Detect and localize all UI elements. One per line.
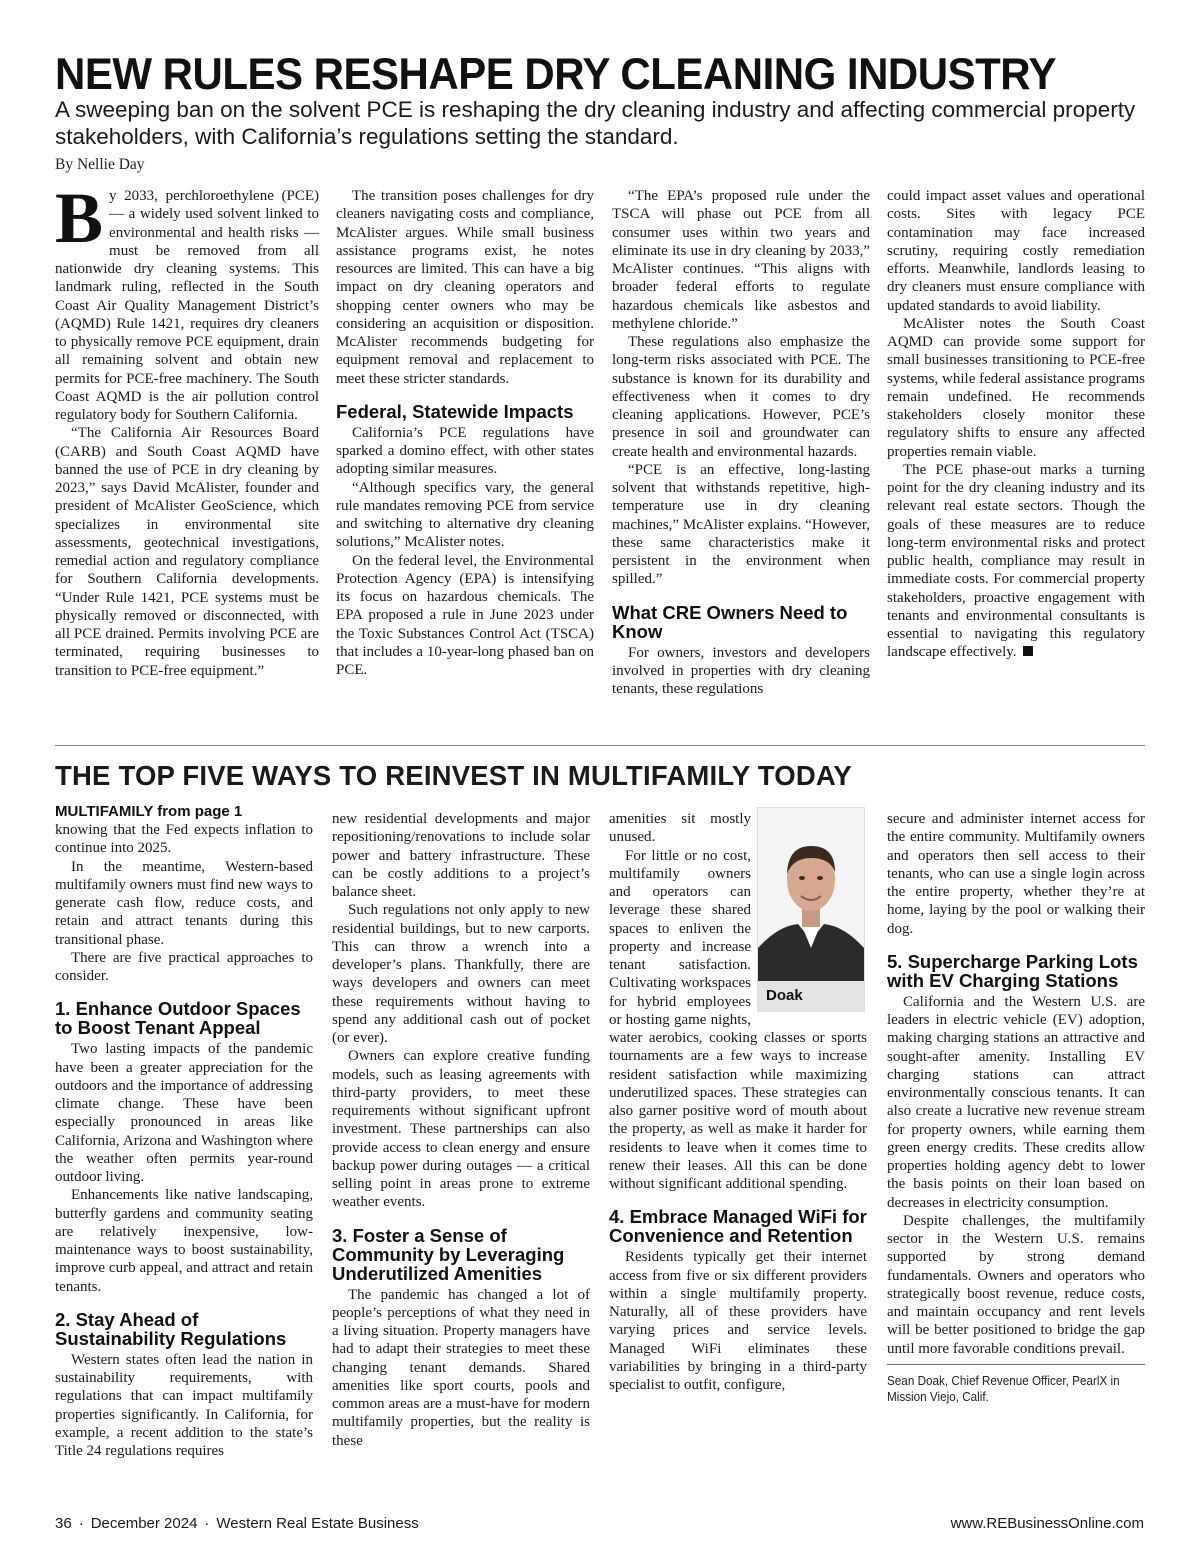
body-paragraph: Two lasting impacts of the pandemic have been a greater appreciation for the outdoors and the importance of addressing climate change. These have been especially pronounced in areas like California, Arizona and Washington where the weather often permits year-round outdoor living.	[55, 1041, 313, 1185]
section-divider	[55, 745, 1145, 746]
body-paragraph: secure and administer internet access for the entire community. Multifamily owners and operators then sell access to their tenants, who can use a single login across the entire property, whether they’re at home, laying by the pool or walking their dog.	[887, 811, 1145, 937]
subhead-ev-charging: 5. Supercharge Parking Lots with EV Charging Stations	[887, 950, 1138, 991]
body-paragraph: Enhancements like native landscaping, butterfly gardens and community seating are relatively inexpensive, low-maintenance ways to boost sustainability, improve curb appeal, and attract and retain tenants.	[55, 1187, 313, 1295]
body-paragraph: amenities sit mostly unused.	[609, 811, 751, 846]
body-paragraph: Owners can explore creative funding models, such as leasing agreements with third-party providers, to meet these requirements without significant upfront investment. These partnerships can also provide access to clean energy and ensure backup power during outages — a critical selling point in areas prone to extreme weather events.	[332, 1048, 590, 1211]
drop-cap: B	[55, 178, 104, 258]
body-paragraph: knowing that the Fed expects inflation to continue into 2025.	[55, 822, 313, 857]
body-paragraph: “The EPA’s proposed rule under the TSCA will phase out PCE from all consumer uses within two years and eliminate its use in dry cleaning by 2033,” McAlister continues. “This aligns with broader federal efforts to regulate hazardous chemicals like asbestos and methylene chloride.”	[612, 188, 870, 332]
article1-column-2	[336, 187, 594, 679]
page-footer-left	[55, 1515, 419, 1532]
article-headline: NEW RULES RESHAPE DRY CLEANING INDUSTRY	[55, 48, 1057, 99]
article1-column-3	[612, 187, 870, 698]
body-paragraph: California and the Western U.S. are leaders in electric vehicle (EV) adoption, making charging stations an attractive and sought-after amenity. Installing EV charging stations can attract environmentally conscious tenants. It can also create a lucrative new revenue stream for property owners, while earning them green energy credits. These credits allow properties holding agency debt to lower the basis points on their loan based on decreases in electricity consumption.	[887, 993, 1145, 1211]
body-paragraph: These regulations also emphasize the long-term risks associated with PCE. The substance is known for its durability and effectiveness when it comes to dry cleaning applications. However, PCE’s presence in soil and groundwater can create health and environmental hazards.	[612, 334, 870, 460]
subhead-managed-wifi: 4. Embrace Managed WiFi for Convenience and Retention	[609, 1206, 867, 1247]
body-paragraph: “The California Air Resources Board (CARB) and South Coast AQMD have banned the use of PCE in dry cleaning by 2023,” says David McAlister, founder and president of McAlister GeoScience, which specializes in environmental site assessments, geotechnical investigations, remedial action and regulatory compliance for Southern California developments. “Under Rule 1421, PCE systems must be physically removed or disconnected, with all PCE drained. Permits involving PCE are terminated, requiring businesses to transition to PCE-free equipment.”	[55, 425, 319, 679]
author-photo	[757, 807, 865, 1012]
bio-divider	[887, 1364, 1145, 1365]
end-mark-icon	[1023, 646, 1033, 656]
body-paragraph: For little or no cost, multifamily owners and operators can leverage these shared spaces to enliven the property and increase tenant satisfaction. Cultivating workspaces for hybrid employees or hosting game nights, water aerobics, cooking classes or sports tournaments are a few ways to increase resident satisfaction while maximizing underutilized spaces. These strategies can also garner positive word of mouth about the property, as well as make it harder for residents to leave when it comes time to renew their leases. All this can be done without significant additional spending.	[609, 847, 867, 1192]
author-bio: Sean Doak, Chief Revenue Officer, PearlX in Mission Viejo, Calif.	[887, 1372, 1120, 1405]
body-paragraph: McAlister notes the South Coast AQMD can provide some support for small businesses transitioning to PCE-free systems, while federal assistance programs remain undefined. He recommends stakeholders closely monitor these regulatory shifts to ensure any affected properties remain viable.	[887, 315, 1145, 460]
body-paragraph: The transition poses challenges for dry cleaners navigating costs and compliance, McAlister argues. While small business assistance programs exist, he notes resources are limited. This can have a big impact on dry cleaning operators and shopping center owners who may be considering an acquisition or disposition. McAlister recommends budgeting for equipment removal and replacement to meet these stricter standards.	[336, 188, 594, 387]
body-paragraph: Despite challenges, the multifamily sector in the Western U.S. remains supported by strong demand fundamentals. Owners and operators who strategically boost revenue, reduce costs, and maintain occupancy and rent levels will be better positioned to bridge the gap until more favorable conditions prevail.	[887, 1212, 1145, 1357]
body-paragraph: The pandemic has changed a lot of people’s perceptions of what they need in a living situation. Property managers have had to adapt their strategies to meet these changing tenant demands. Shared amenities like sport courts, pools and common areas are a must-have for modern multifamily properties, but the reality is these	[332, 1286, 590, 1449]
body-paragraph: By 2033, perchloroethylene (PCE) — a widely used solvent linked to environmental and health risks — must be removed from all nationwide dry cleaning systems. This landmark ruling, reflected in the South Coast Air Quality Management District’s (AQMD) Rule 1421, requires dry cleaners to physically remove PCE equipment, drain all remaining solvent and obtain new permits for PCE-free machinery. The South Coast AQMD is the air pollution control regulatory body for Southern California.	[55, 178, 319, 423]
article2-column-4	[887, 810, 1145, 1406]
body-paragraph: California’s PCE regulations have sparked a domino effect, with other states adopting similar measures.	[336, 424, 594, 478]
subhead-outdoor-spaces: 1. Enhance Outdoor Spaces to Boost Tenant Appeal	[55, 998, 301, 1039]
headshot-image	[758, 808, 864, 981]
article2-column-1	[55, 803, 313, 1460]
separator: ·	[204, 1515, 210, 1532]
article2-column-2	[332, 810, 590, 1450]
body-paragraph: The PCE phase-out marks a turning point for the dry cleaning industry and its relevant real estate sectors. Though the goals of these measures are to reduce long-term environmental risks and protect public health, compliance may result in immediate costs. For commercial property stakeholders, proactive engagement with tenants and environmental consultants is essential to navigating this regulatory landscape effectively.	[887, 461, 1145, 661]
article-deck: A sweeping ban on the solvent PCE is reshaping the dry cleaning industry and affecting commercial property stakeholders, with California’s regulations setting the standard.	[55, 97, 1136, 149]
subhead-cre-owners: What CRE Owners Need to Know	[612, 601, 848, 642]
body-paragraph: For owners, investors and developers involved in properties with dry cleaning tenants, these regulations	[612, 644, 870, 697]
body-paragraph: Such regulations not only apply to new residential buildings, but to new carports. This can throw a wrench into a developer’s plans. Thankfully, there are ways developers and owners can meet these requirements without having to spend any additional cash out of pocket (or ever).	[332, 902, 590, 1046]
body-paragraph: could impact asset values and operational costs. Sites with legacy PCE contamination may face increased scrutiny, requiring costly remediation efforts. Meanwhile, landlords leasing to dry cleaners must ensure compliance with updated standards to avoid liability.	[887, 188, 1145, 314]
body-paragraph: On the federal level, the Environmental Protection Agency (EPA) is intensifying its focus on hazardous chemicals. The EPA proposed a rule in June 2023 under the Toxic Substances Control Act (TSCA) that includes a 10-year-long phased ban on PCE.	[336, 552, 594, 678]
subhead-community: 3. Foster a Sense of Community by Leveraging Underutilized Amenities	[332, 1224, 565, 1284]
body-paragraph: There are five practical approaches to consider.	[55, 949, 313, 984]
jump-line: MULTIFAMILY from page 1	[55, 803, 243, 820]
article1-column-4	[887, 187, 1145, 662]
body-paragraph: Western states often lead the nation in sustainability requirements, with regulations that can impact multifamily properties significantly. In California, for example, a recent addition to the state’s Title 24 regulations requires	[55, 1351, 313, 1459]
body-paragraph: Residents typically get their internet access from five or six different providers within a single multifamily property. Naturally, all of these providers have varying prices and service levels. Managed WiFi eliminates these variabilities by bringing in a third-party specialist to outfit, configure,	[609, 1249, 867, 1393]
article-byline: By Nellie Day	[55, 156, 145, 173]
subhead-sustainability: 2. Stay Ahead of Sustainability Regulations	[55, 1308, 287, 1349]
body-paragraph: “PCE is an effective, long-lasting solvent that withstands repetitive, high-temperature use in dry cleaning machines,” McAlister explains. “However, these same characteristics make it persistent in the environment when spilled.”	[612, 461, 870, 588]
issue-date: December 2024	[90, 1515, 198, 1532]
body-paragraph: “Although specifics vary, the general rule mandates removing PCE from service and switching to alternative dry cleaning solutions,” McAlister notes.	[336, 479, 594, 551]
page-number: 36	[55, 1515, 72, 1532]
photo-caption: Doak	[758, 981, 864, 1011]
article1-column-1	[55, 178, 319, 680]
body-paragraph: new residential developments and major repositioning/renovations to include solar power and battery infrastructure. These can be costly additions to a project’s balance sheet.	[332, 811, 590, 900]
section-title: THE TOP FIVE WAYS TO REINVEST IN MULTIFAMILY TODAY	[55, 760, 852, 791]
publication-name: Western Real Estate Business	[216, 1515, 419, 1532]
subhead-federal-statewide: Federal, Statewide Impacts	[336, 400, 574, 422]
separator: ·	[78, 1515, 84, 1532]
body-paragraph: In the meantime, Western-based multifamily owners must find new ways to generate cash flow, reduce costs, and retain and attract tenants during this transitional phase.	[55, 858, 313, 948]
website-url[interactable]: www.REBusinessOnline.com	[950, 1515, 1144, 1532]
